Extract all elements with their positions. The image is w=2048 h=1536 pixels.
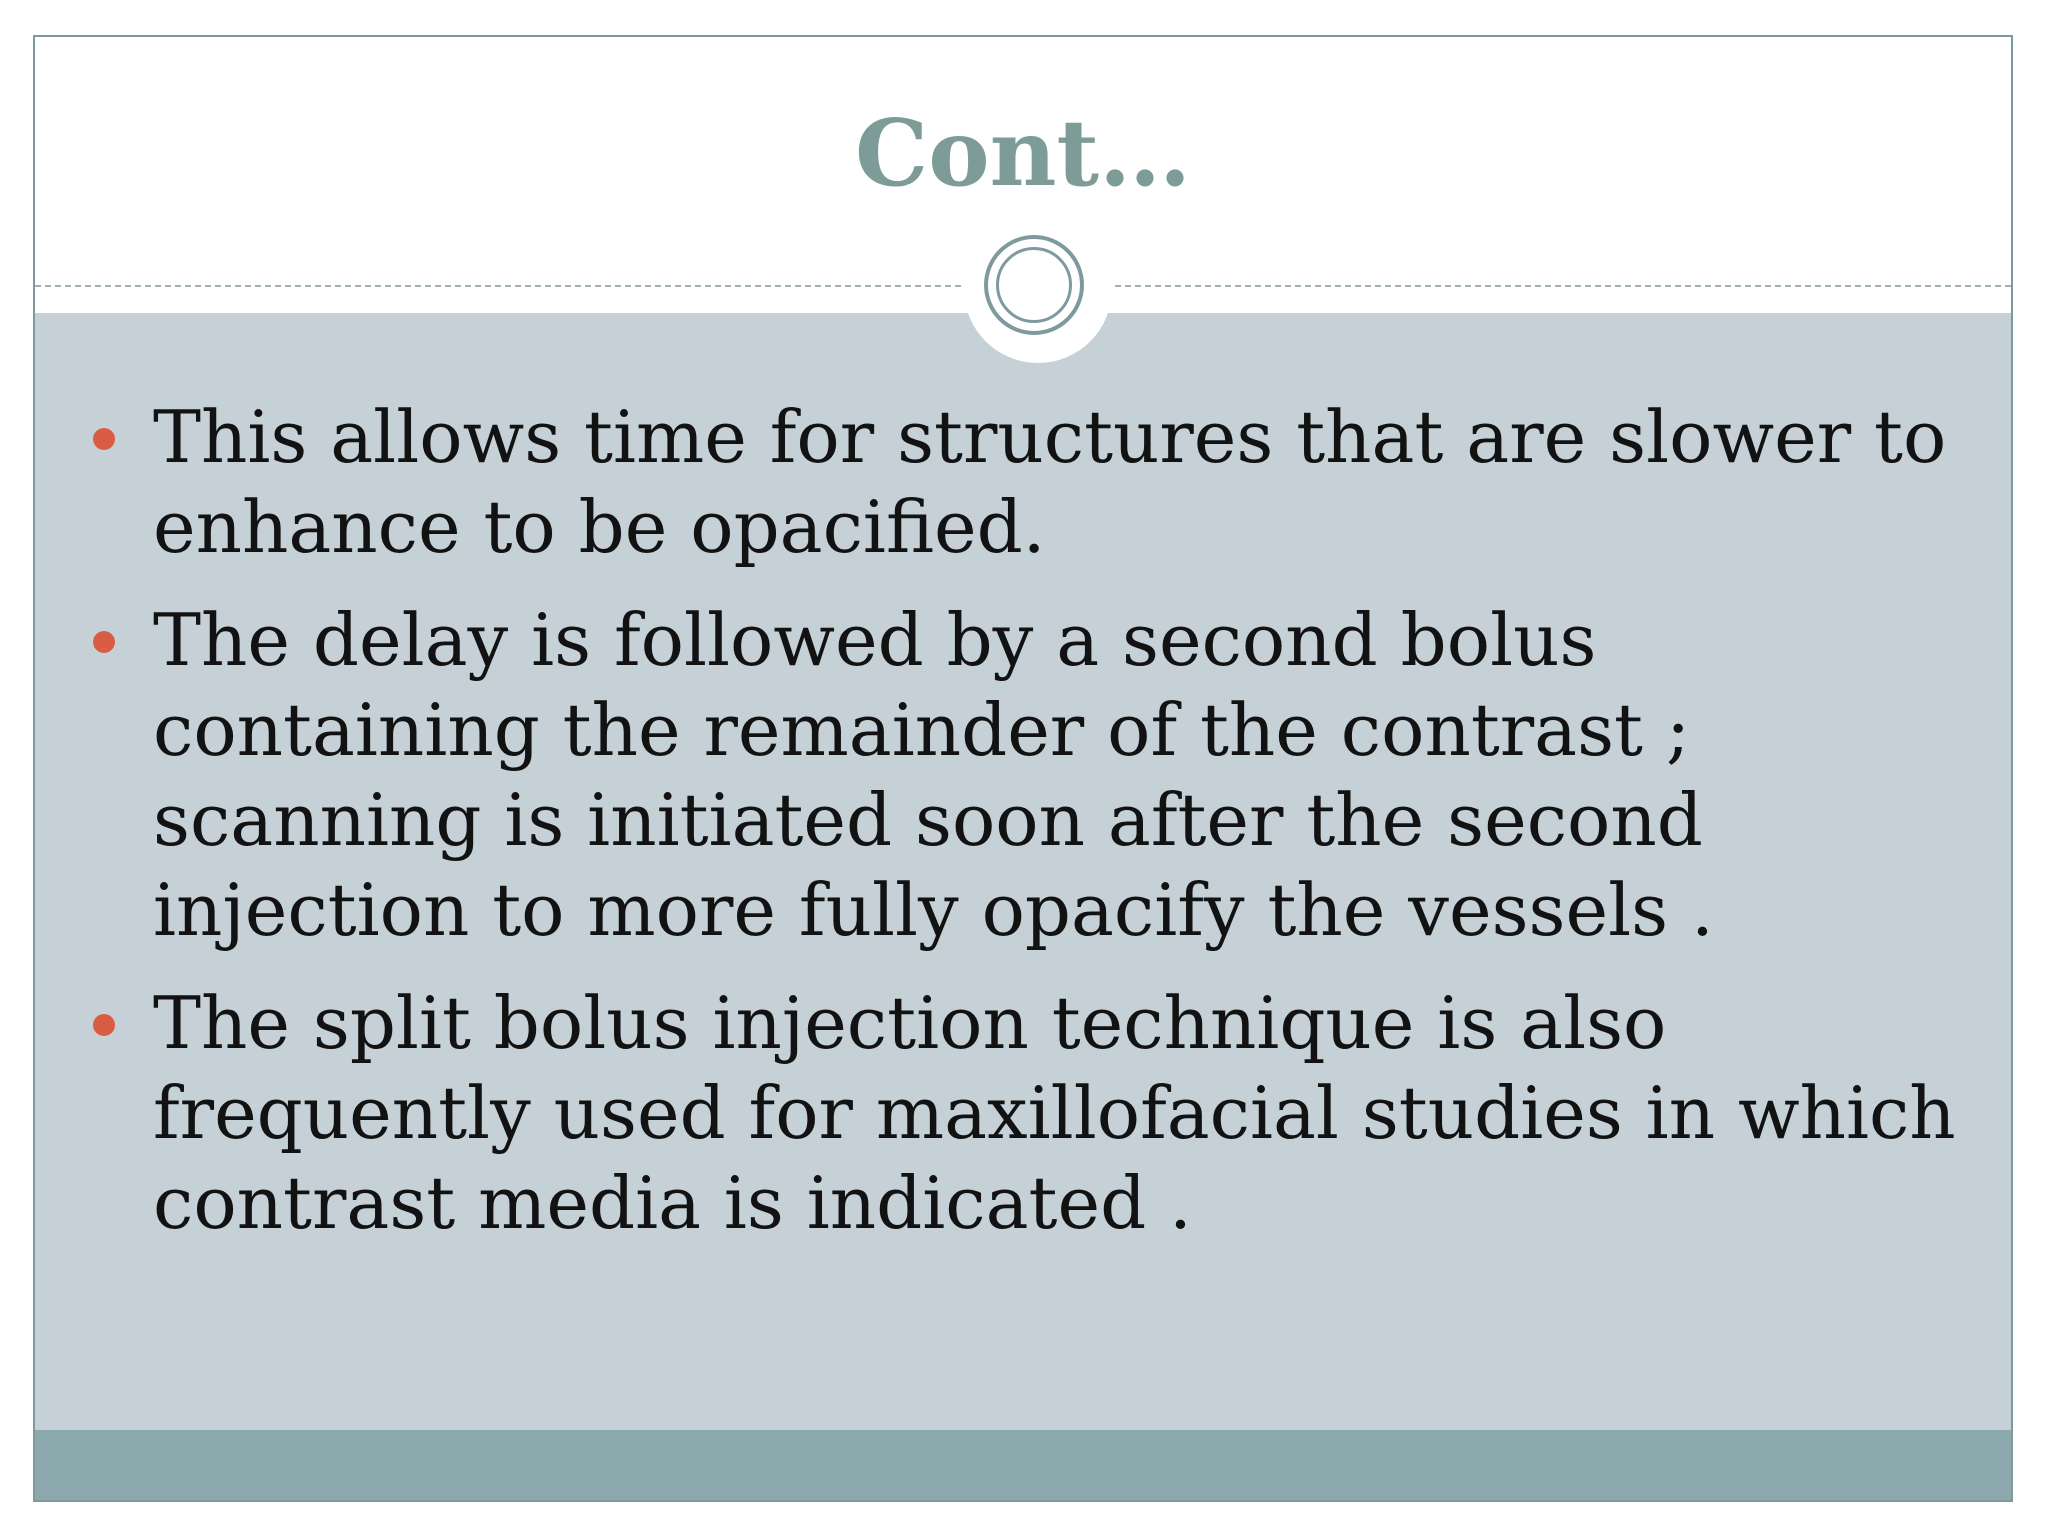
inner-ring-icon	[996, 247, 1072, 323]
footer-band	[35, 1430, 2011, 1500]
bullet-item	[153, 392, 1983, 572]
bullet-text: The split bolus injection technique is also frequently used for maxillofacial studies in which contrast media is indicated .	[153, 981, 1956, 1245]
bullet-list	[153, 392, 1983, 1271]
bullet-item	[153, 978, 1983, 1248]
bullet-text: This allows time for structures that are slower to enhance to be opacified.	[153, 395, 1947, 569]
circle-ornament-icon	[964, 215, 1112, 363]
bullet-text: The delay is followed by a second bolus containing the remainder of the contrast ; scanning is initiated soon after the second injection to more fully opacify the vessels .	[153, 598, 1714, 952]
bullet-item	[153, 595, 1983, 955]
slide-title: Cont…	[855, 99, 1191, 207]
bullet-dot-icon	[93, 428, 115, 450]
bullet-dot-icon	[93, 631, 115, 653]
bullet-dot-icon	[93, 1014, 115, 1036]
slide	[33, 35, 2013, 1502]
ring-icon	[984, 235, 1084, 335]
